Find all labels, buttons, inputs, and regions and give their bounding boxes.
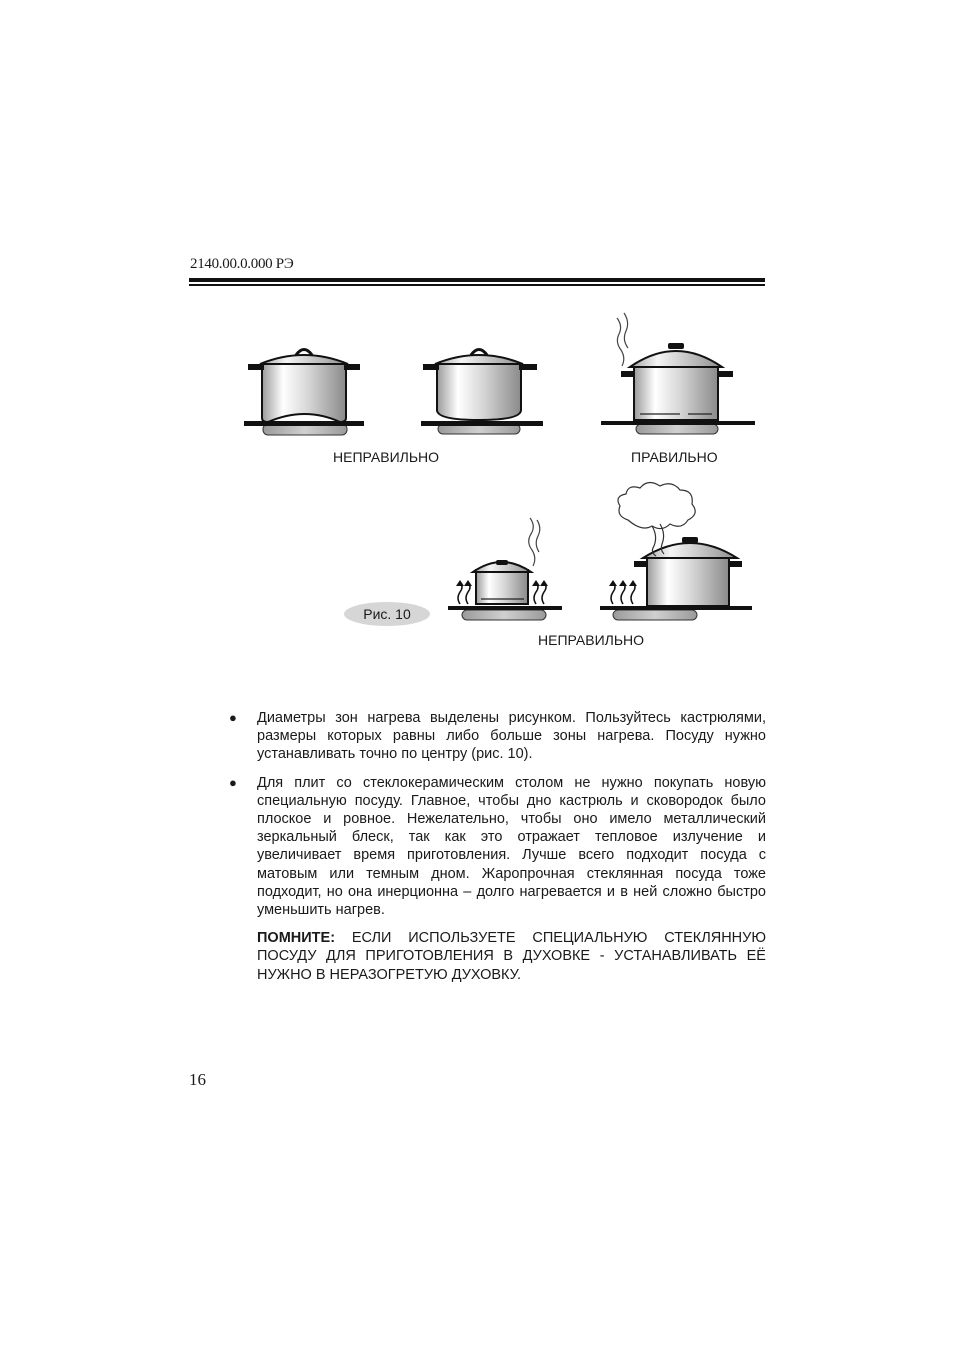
label-wrong-bottom: НЕПРАВИЛЬНО bbox=[538, 632, 645, 648]
pot-concave-bottom bbox=[244, 350, 364, 436]
pot-convex-bottom bbox=[421, 350, 543, 435]
figure-caption: Рис. 10 bbox=[363, 606, 411, 622]
bullet-item bbox=[229, 774, 766, 920]
page-number: 16 bbox=[189, 1070, 206, 1089]
label-right-top: ПРАВИЛЬНО bbox=[631, 449, 718, 465]
bullet-icon: ● bbox=[229, 774, 237, 790]
pot-too-small bbox=[448, 518, 562, 620]
bullet-item bbox=[229, 709, 766, 764]
pot-correct bbox=[601, 313, 755, 434]
document-code: 2140.00.0.000 РЭ bbox=[190, 256, 294, 272]
bullet-text: Для плит со стеклокерамическим столом не нужно покупать новую специальную посуду. Главное, чтобы дно кастрюль и сковородок было плоское и ровное. Нежелательно, чтобы оно имело металлический зеркальный блеск, так как это отражает тепловое излучение и увеличивает время приготовления. Лучше всего подходит посуда с матовым или темным дном. Жаропрочная стеклянная посуда тоже подходит, но она инерционна – долго нагревается и в ней сложно быстро уменьшить нагрев. bbox=[257, 774, 766, 919]
instructions-text bbox=[229, 709, 766, 994]
remember-note bbox=[257, 929, 766, 984]
pot-boiling-over bbox=[600, 482, 752, 620]
remember-label: ПОМНИТЕ: bbox=[257, 930, 336, 947]
remember-text: ЕСЛИ ИСПОЛЬЗУЕТЕ СПЕЦИАЛЬНУЮ СТЕКЛЯННУЮ ПОСУДУ ДЛЯ ПРИГОТОВЛЕНИЯ В ДУХОВКЕ - УСТАНАВЛИВАТЬ ЕЁ НУЖНО В НЕРАЗОГРЕТУЮ ДУХОВКУ. bbox=[257, 930, 766, 983]
bullet-text: Диаметры зон нагрева выделены рисунком. Пользуйтесь кастрюлями, размеры которых равны либо больше зоны нагрева. Посуду нужно устанавливать точно по центру (рис. 10). bbox=[257, 710, 766, 763]
bullet-icon: ● bbox=[229, 710, 237, 725]
label-wrong-top: НЕПРАВИЛЬНО bbox=[333, 449, 440, 465]
